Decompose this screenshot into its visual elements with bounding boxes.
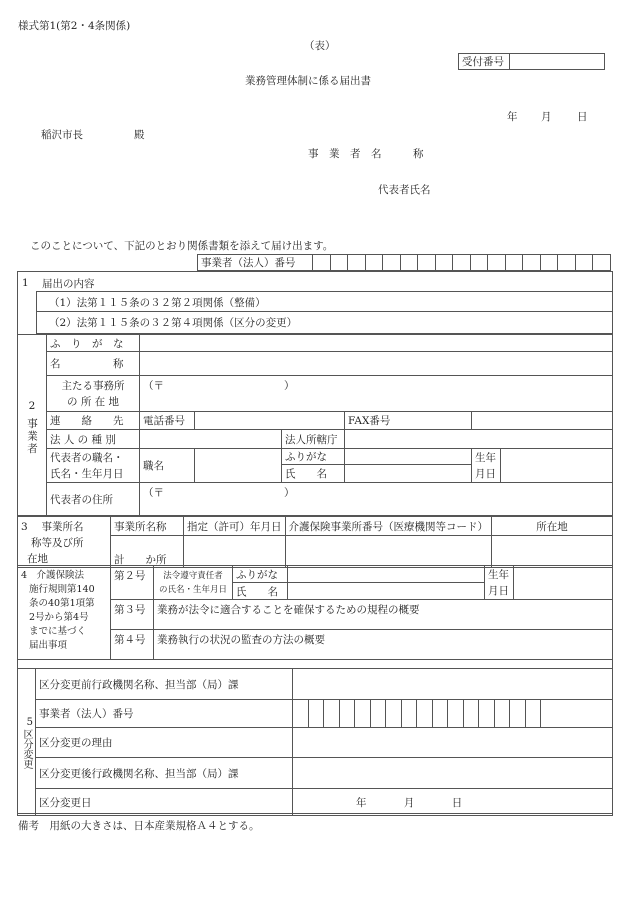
name-field[interactable] — [140, 352, 613, 376]
rep-birth-line2: 月日 — [475, 467, 496, 480]
rep-postal-open: （〒 — [143, 487, 164, 499]
rep-furigana-field[interactable] — [345, 449, 472, 465]
office-postal-open: （〒 — [143, 380, 164, 392]
business-number-label: 事業者（法人）番号 — [198, 255, 313, 271]
contact-label: 連 絡 先 — [47, 412, 140, 430]
s5-business-number-cell[interactable] — [510, 700, 526, 727]
section5-label — [18, 669, 36, 816]
name-label: 名 称 — [47, 352, 140, 376]
s5-business-number-label: 事業者（法人）番号 — [36, 700, 293, 728]
change-date-label: 区分変更日 — [36, 789, 293, 816]
section4-table — [17, 565, 613, 660]
intro-text: このことについて、下記のとおり関係書類を添えて届け出ます。 — [30, 240, 334, 252]
pre-change-agency-field[interactable] — [293, 669, 613, 700]
business-number-cell[interactable] — [400, 255, 418, 271]
location-field[interactable] — [492, 536, 613, 568]
business-number-cell[interactable] — [593, 255, 611, 271]
change-date-field[interactable] — [293, 789, 613, 816]
office-number-field[interactable] — [285, 536, 492, 568]
s5-business-number-cell[interactable] — [417, 700, 433, 727]
compliance-officer-label — [154, 566, 233, 600]
section4-label-line1: 4 介護保険法 — [21, 570, 85, 581]
section5-title: 区分変更 — [21, 728, 32, 769]
s5-business-number-cell[interactable] — [308, 700, 324, 727]
rep-info-line1: 代表者の職名・ — [50, 451, 124, 464]
s5-business-number-field[interactable] — [293, 700, 613, 728]
rep-address-label: 代表者の住所 — [47, 483, 140, 516]
officer-birth-label — [485, 566, 514, 600]
section1-item-1-label: （1）法第１１５条の３２第２項関係（整備） — [49, 297, 266, 309]
designation-date-field[interactable] — [184, 536, 286, 568]
honorific: 殿 — [134, 129, 145, 141]
officer-birth-line2: 月日 — [488, 584, 509, 597]
section2-table — [17, 334, 613, 516]
s5-business-number-cell[interactable] — [479, 700, 495, 727]
section5-number: 5 — [26, 716, 33, 728]
s5-business-number-cell[interactable] — [293, 700, 308, 727]
document-title: 業務管理体制に係る届出書 — [245, 75, 371, 87]
date-month: 月 — [541, 111, 552, 123]
s5-business-number-cell[interactable] — [525, 700, 541, 727]
corp-type-field[interactable] — [140, 430, 282, 449]
job-title-field[interactable] — [195, 449, 282, 483]
no2-label: 第２号 — [111, 566, 154, 600]
rep-name-label: 氏 名 — [282, 465, 345, 483]
office-address-field[interactable] — [140, 376, 613, 412]
date-day: 日 — [577, 111, 588, 123]
no4-text: 業務執行の状況の監査の方法の概要 — [157, 634, 325, 646]
side-label: （表） — [304, 40, 336, 52]
office-count-label: 計 か所 — [114, 554, 167, 566]
officer-furigana-field[interactable] — [288, 566, 485, 583]
change-reason-field[interactable] — [293, 728, 613, 758]
job-title-label: 職名 — [140, 449, 195, 483]
phone-label: 電話番号 — [140, 412, 195, 430]
s5-business-number-cell[interactable] — [494, 700, 510, 727]
section5-table — [17, 668, 613, 816]
section4-label-line3: 条の40第1項第 — [29, 598, 95, 609]
business-number-cell[interactable] — [313, 255, 331, 271]
post-change-agency-field[interactable] — [293, 758, 613, 789]
business-number-cell[interactable] — [330, 255, 348, 271]
s5-business-number-cell[interactable] — [448, 700, 464, 727]
rep-postal-close: ） — [284, 487, 295, 499]
s5-business-number-cell[interactable] — [401, 700, 417, 727]
business-number-cell[interactable] — [348, 255, 366, 271]
business-number-cell[interactable] — [575, 255, 593, 271]
section4-label — [18, 566, 111, 660]
rep-birth-line1: 生年 — [475, 451, 496, 464]
s5-business-number-cell[interactable] — [463, 700, 479, 727]
office-address-label-line2: の 所 在 地 — [66, 395, 119, 408]
section3-label-line1: 3 事業所名 — [21, 521, 84, 533]
no4-field[interactable] — [154, 630, 613, 660]
fax-field[interactable] — [472, 412, 613, 430]
business-number-cell[interactable] — [470, 255, 488, 271]
s5-business-number-cell[interactable] — [355, 700, 371, 727]
s5-business-number-cell[interactable] — [370, 700, 386, 727]
change-date-year: 年 — [356, 796, 367, 809]
receipt-number-label: 受付番号 — [459, 54, 510, 70]
officer-birth-field[interactable] — [514, 566, 613, 600]
fax-label: FAX番号 — [345, 412, 472, 430]
section3-label — [18, 517, 111, 568]
footer-note: 備考 用紙の大きさは、日本産業規格Ａ４とする。 — [18, 820, 260, 832]
rep-birth-label — [472, 449, 501, 483]
business-number-grid — [197, 254, 611, 271]
rep-furigana-label: ふりがな — [282, 449, 345, 465]
form-label: 様式第1(第2・4条関係) — [18, 20, 131, 32]
business-number-cell[interactable] — [453, 255, 471, 271]
col-location: 所在地 — [492, 517, 613, 536]
addressee: 稲沢市長 — [41, 129, 83, 141]
section3-table — [17, 516, 613, 568]
office-postal-close: ） — [284, 380, 295, 392]
furigana-field[interactable] — [140, 335, 613, 352]
officer-name-field[interactable] — [288, 583, 485, 600]
change-date-day: 日 — [451, 796, 463, 809]
s5-business-number-cell[interactable] — [324, 700, 340, 727]
office-address-label — [47, 376, 140, 412]
business-number-cell[interactable] — [435, 255, 453, 271]
section1-item-2[interactable] — [36, 311, 613, 334]
s5-business-number-spacer — [541, 700, 592, 727]
rep-info-line2: 氏名・生年月日 — [50, 467, 124, 480]
office-count-field[interactable] — [111, 536, 184, 568]
section4-label-line6: 届出事項 — [29, 640, 68, 651]
receipt-number-field[interactable] — [510, 54, 605, 70]
rep-info-label — [47, 449, 140, 483]
receipt-number-box — [458, 53, 605, 70]
corp-authority-label: 法人所轄庁 — [282, 430, 345, 449]
section1-title: 届出の内容 — [42, 278, 95, 290]
section3-label-line3: 在地 — [27, 553, 48, 565]
rep-name-field[interactable] — [345, 465, 472, 483]
section1-item-1[interactable] — [36, 291, 613, 312]
section1-number: 1 — [22, 277, 29, 289]
section3-label-line2: 称等及び所 — [31, 537, 84, 549]
representative-label: 代表者氏名 — [378, 184, 431, 196]
section2-title: 事業者 — [26, 418, 38, 456]
section2-label — [18, 335, 47, 516]
compliance-officer-line1: 法令遵守責任者 — [163, 570, 223, 581]
rep-birth-field[interactable] — [501, 449, 613, 483]
section1-item-2-label: （2）法第１１５条の３２第４項関係（区分の変更） — [49, 317, 298, 329]
no3-text: 業務が法令に適合することを確保するための規程の概要 — [157, 604, 420, 616]
no3-field[interactable] — [154, 600, 613, 630]
business-number-cell[interactable] — [488, 255, 506, 271]
s5-business-number-cell[interactable] — [339, 700, 355, 727]
col-designation-date: 指定（許可）年月日 — [184, 517, 286, 536]
section2-number: 2 — [28, 400, 36, 413]
business-number-cell[interactable] — [558, 255, 576, 271]
officer-name-label: 氏 名 — [233, 583, 288, 600]
s5-business-number-cell[interactable] — [432, 700, 448, 727]
change-date-month: 月 — [403, 796, 415, 809]
change-reason-label: 区分変更の理由 — [36, 728, 293, 758]
no3-label: 第３号 — [111, 600, 154, 630]
section4-label-line2: 施行規則第140 — [29, 584, 95, 595]
section4-label-line5: までに基づく — [29, 626, 87, 637]
business-number-cell[interactable] — [523, 255, 541, 271]
business-number-cell[interactable] — [505, 255, 523, 271]
business-number-cell[interactable] — [540, 255, 558, 271]
furigana-label: ふ り が な — [47, 335, 140, 352]
section4-label-line4: 2号から第4号 — [29, 612, 89, 623]
business-number-cell[interactable] — [418, 255, 436, 271]
office-address-label-line1: 主たる事務所 — [61, 379, 125, 392]
col-office-number: 介護保険事業所番号（医療機関等コード） — [285, 517, 492, 536]
date-year: 年 — [507, 111, 518, 123]
phone-field[interactable] — [195, 412, 345, 430]
no4-label: 第４号 — [111, 630, 154, 660]
post-change-agency-label: 区分変更後行政機関名称、担当部（局）課 — [36, 758, 293, 789]
rep-address-field[interactable] — [140, 483, 613, 516]
business-name-label: 事 業 者 名 称 — [308, 148, 424, 160]
officer-birth-line1: 生年 — [488, 568, 509, 581]
s5-business-number-cell[interactable] — [386, 700, 402, 727]
corp-type-label: 法 人 の 種 別 — [47, 430, 140, 449]
col-office-name: 事業所名称 — [111, 517, 184, 536]
compliance-officer-line2: の氏名・生年月日 — [158, 584, 227, 595]
officer-furigana-label: ふりがな — [233, 566, 288, 583]
pre-change-agency-label: 区分変更前行政機関名称、担当部（局）課 — [36, 669, 293, 700]
business-number-cell[interactable] — [383, 255, 401, 271]
business-number-cell[interactable] — [365, 255, 383, 271]
corp-authority-field[interactable] — [345, 430, 613, 449]
